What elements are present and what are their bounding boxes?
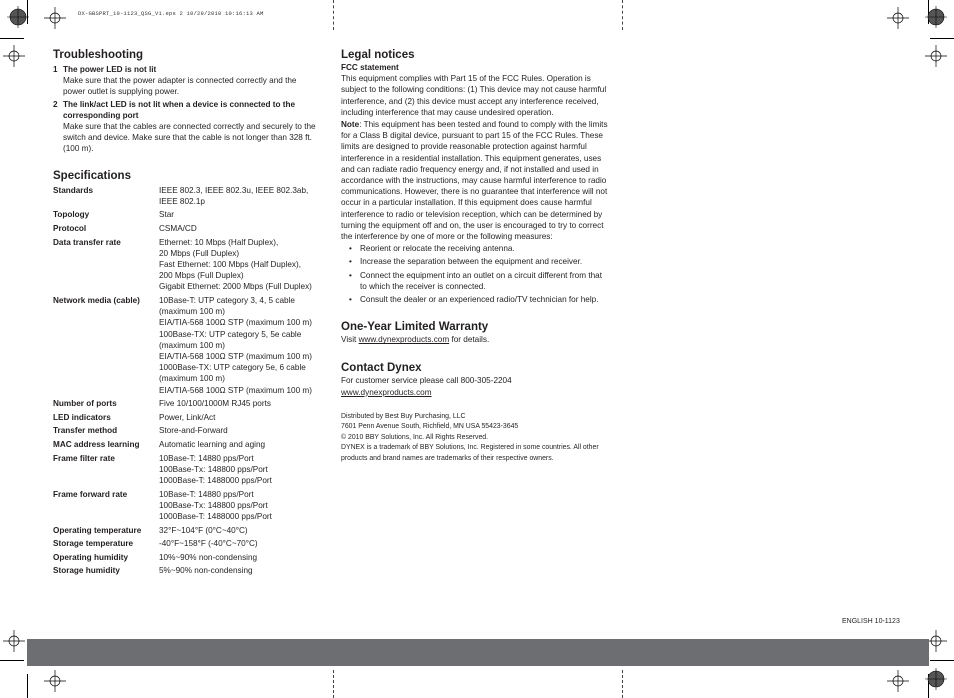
spec-value [159,237,318,293]
bullet-dot-icon: • [349,257,352,267]
bullet-item [341,256,609,267]
note-label: Note [341,120,360,130]
spec-value-line: Automatic learning and aging [159,440,266,450]
spec-row [53,439,318,450]
troubleshooting-heading: Troubleshooting [53,49,144,61]
spec-value-line: 100Base-TX: UTP category 5, 5e cable [159,329,302,339]
warranty-section [341,320,609,345]
registration-target-icon [925,6,947,28]
spec-value-line: IEEE 802.1p [159,196,205,206]
troubleshooting-item-title-cont: corresponding port [63,110,139,120]
spec-row [53,453,318,487]
legal-notices-heading: Legal notices [341,49,415,61]
warranty-text: Visit [341,335,359,345]
trademark-notice: DYNEX is a trademark of BBY Solutions, Inc. Registered in some countries. All other products and brand names are trademarks of their respective owners. [341,444,599,462]
specifications-heading: Specifications [53,169,131,182]
spec-row [53,425,318,436]
spec-value [159,439,318,450]
specifications-table [53,185,318,577]
note-text: : This equipment has been tested and found to comply with the limits for a Class B digital device, pursuant to part 15 of the FCC Rules. These limits are designed to provide reasonable protection against harmful interference in a residential installation. This equipment generates, uses and can radiate radio frequency energy and, if not installed and used in accordance with the instructions, may cause harmful interference to radio communications. However, there is no guarantee that interference will not occur in a particular installation. If this equipment does cause harmful interference to radio or television reception, which can be determined by turning the equipment off and on, the user is encouraged to try to correct the interference by one of more or the following measures: [341,120,608,242]
spec-label: Number of ports [53,399,117,409]
copyright-line: © 2010 BBY Solutions, Inc. All Rights Reserved. [341,433,489,441]
spec-row [53,295,318,396]
bullet-dot-icon: • [349,270,352,280]
spec-value-line: Fast Ethernet: 100 Mbps (Half Duplex), [159,260,301,270]
fcc-measures-list [341,243,609,305]
spec-value-line: 200 Mbps (Full Duplex) [159,271,244,281]
spec-value-line: Star [159,210,175,220]
spec-value-line: Gigabit Ethernet: 2000 Mbps (Full Duplex) [159,282,312,292]
specifications-section [53,169,318,577]
bullet-text: Connect the equipment into an outlet on a circuit different from that to which the receiver is connected. [360,270,602,291]
spec-row [53,489,318,523]
printer-slug: DX-GBSPRT_10-1123_QSG_V1.eps 2 10/29/2010 10:16:13 AM [78,10,264,17]
spec-value-line: 10Base-T: UTP category 3, 4, 5 cable [159,296,295,306]
spec-label: Data transfer rate [53,237,121,247]
spec-row [53,237,318,293]
bullet-item [341,294,609,305]
spec-value [159,489,318,523]
fcc-statement-paragraph: This equipment complies with Part 15 of the FCC Rules. Operation is subject to the following conditions: (1) This device may not cause harmful interference, and (2) this device must accept any interference received, including interference that may cause undesired operation. [341,74,607,117]
spec-value-line: Store-and-Forward [159,426,228,436]
troubleshooting-section [53,48,318,155]
legal-notices-section [341,48,609,305]
spec-value-line: 10Base-T: 14880 pps/Port [159,453,254,463]
distributor-section [341,412,609,465]
registration-target-icon [925,668,947,690]
footer-bar [27,639,929,666]
troubleshooting-item-desc: Make sure that the cables are connected correctly and securely to the switch and device. Make sure that the cable is not longer than 328 ft. (100 m). [63,122,316,154]
contact-heading: Contact Dynex [341,362,422,375]
spec-value-line: 100Base-Tx: 148800 pps/Port [159,500,268,510]
spec-value-line: 1000Base-T: 1488000 pps/Port [159,512,272,522]
spec-value [159,185,318,207]
spec-value-line: IEEE 802.3, IEEE 802.3u, IEEE 802.3ab, [159,185,309,195]
spec-row [53,538,318,549]
spec-value [159,538,318,549]
registration-target-icon [7,6,29,28]
spec-value [159,398,318,409]
spec-value-line: (maximum 100 m) [159,340,225,350]
bullet-dot-icon: • [349,244,352,254]
spec-value-line: Power, Link/Act [159,412,216,422]
troubleshooting-item [53,64,318,98]
spec-label: Transfer method [53,426,118,436]
spec-row [53,398,318,409]
page-label: ENGLISH 10-1123 [842,618,900,625]
spec-value-line: Ethernet: 10 Mbps (Half Duplex), [159,237,279,247]
spec-row [53,185,318,207]
fcc-statement-heading: FCC statement [341,63,399,72]
spec-value [159,525,318,536]
spec-value-line: 100Base-Tx: 148800 pps/Port [159,464,268,474]
spec-value-line: EIA/TIA-568 100Ω STP (maximum 100 m) [159,318,312,328]
troubleshooting-item [53,99,318,155]
spec-value-line: (maximum 100 m) [159,307,225,317]
contact-phone-line: For customer service please call 800-305-2204 [341,376,512,386]
spec-value [159,223,318,234]
spec-row [53,223,318,234]
warranty-website-link[interactable]: www.dynexproducts.com [358,335,450,345]
spec-value [159,552,318,563]
spec-value-line: 32°F~104°F (0°C~40°C) [159,525,248,535]
distributor-line: Distributed by Best Buy Purchasing, LLC [341,412,466,420]
troubleshooting-item-number: 2 [53,99,58,109]
spec-label: Operating temperature [53,525,142,535]
spec-row [53,565,318,576]
bullet-text: Reorient or relocate the receiving antenna. [360,244,515,254]
troubleshooting-item-number: 1 [53,65,58,74]
bullet-text: Increase the separation between the equipment and receiver. [360,257,583,267]
spec-label: Standards [53,185,94,195]
spec-value-line: (maximum 100 m) [159,374,225,384]
bullet-item [341,243,609,254]
spec-value [159,453,318,487]
spec-label: Storage humidity [53,566,120,576]
spec-value-line: 20 Mbps (Full Duplex) [159,248,240,258]
distributor-address: 7601 Penn Avenue South, Richfield, MN USA 55423-3645 [341,423,519,431]
bullet-dot-icon: • [349,295,352,305]
spec-value-line: EIA/TIA-568 100Ω STP (maximum 100 m) [159,352,312,362]
spec-label: Topology [53,210,90,220]
registration-target-icon [887,7,909,29]
spec-label: Storage temperature [53,539,134,549]
spec-value-line: 1000Base-TX: UTP category 5e, 6 cable [159,363,306,373]
troubleshooting-item-desc: Make sure that the power adapter is connected correctly and the power outlet is supplying power. [63,76,297,97]
registration-target-icon [44,7,66,29]
spec-row [53,552,318,563]
spec-value [159,295,318,396]
spec-row [53,412,318,423]
spec-value-line: 1000Base-T: 1488000 pps/Port [159,476,272,486]
spec-value-line: Five 10/100/1000M RJ45 ports [159,399,271,409]
spec-value [159,209,318,220]
bullet-text: Consult the dealer or an experienced radio/TV technician for help. [360,295,599,305]
troubleshooting-item-title: The power LED is not lit [63,65,157,74]
spec-label: Network media (cable) [53,296,140,306]
spec-value-line: -40°F~158°F (-40°C~70°C) [159,539,258,549]
spec-row [53,209,318,220]
left-column [53,48,318,577]
spec-value-line: CSMA/CD [159,224,197,234]
spec-value [159,412,318,423]
fcc-note-paragraph [341,119,609,242]
registration-target-icon [3,45,25,67]
spec-value-line: 10Base-T: 14880 pps/Port [159,489,254,499]
registration-target-icon [887,670,909,692]
contact-section [341,361,609,397]
bullet-item [341,270,609,292]
warranty-heading: One-Year Limited Warranty [341,321,489,334]
spec-row [53,525,318,536]
spec-label: Protocol [53,224,87,234]
spec-label: Operating humidity [53,552,129,562]
spec-label: Frame forward rate [53,489,128,499]
right-column [341,48,609,464]
spec-label: Frame filter rate [53,453,115,463]
spec-value [159,425,318,436]
registration-target-icon [3,630,25,652]
contact-website-link[interactable]: www.dynexproducts.com [341,387,432,397]
troubleshooting-item-title: The link/act LED is not lit when a device is connected to the [63,99,296,109]
spec-value-line: 5%~90% non-condensing [159,566,253,576]
spec-value-line: EIA/TIA-568 100Ω STP (maximum 100 m) [159,385,312,395]
spec-value-line: 10%~90% non-condensing [159,552,258,562]
spec-label: MAC address learning [53,440,140,450]
warranty-text-after: for details. [449,335,490,345]
registration-target-icon [44,670,66,692]
spec-label: LED indicators [53,412,111,422]
spec-value [159,565,318,576]
registration-target-icon [925,45,947,67]
